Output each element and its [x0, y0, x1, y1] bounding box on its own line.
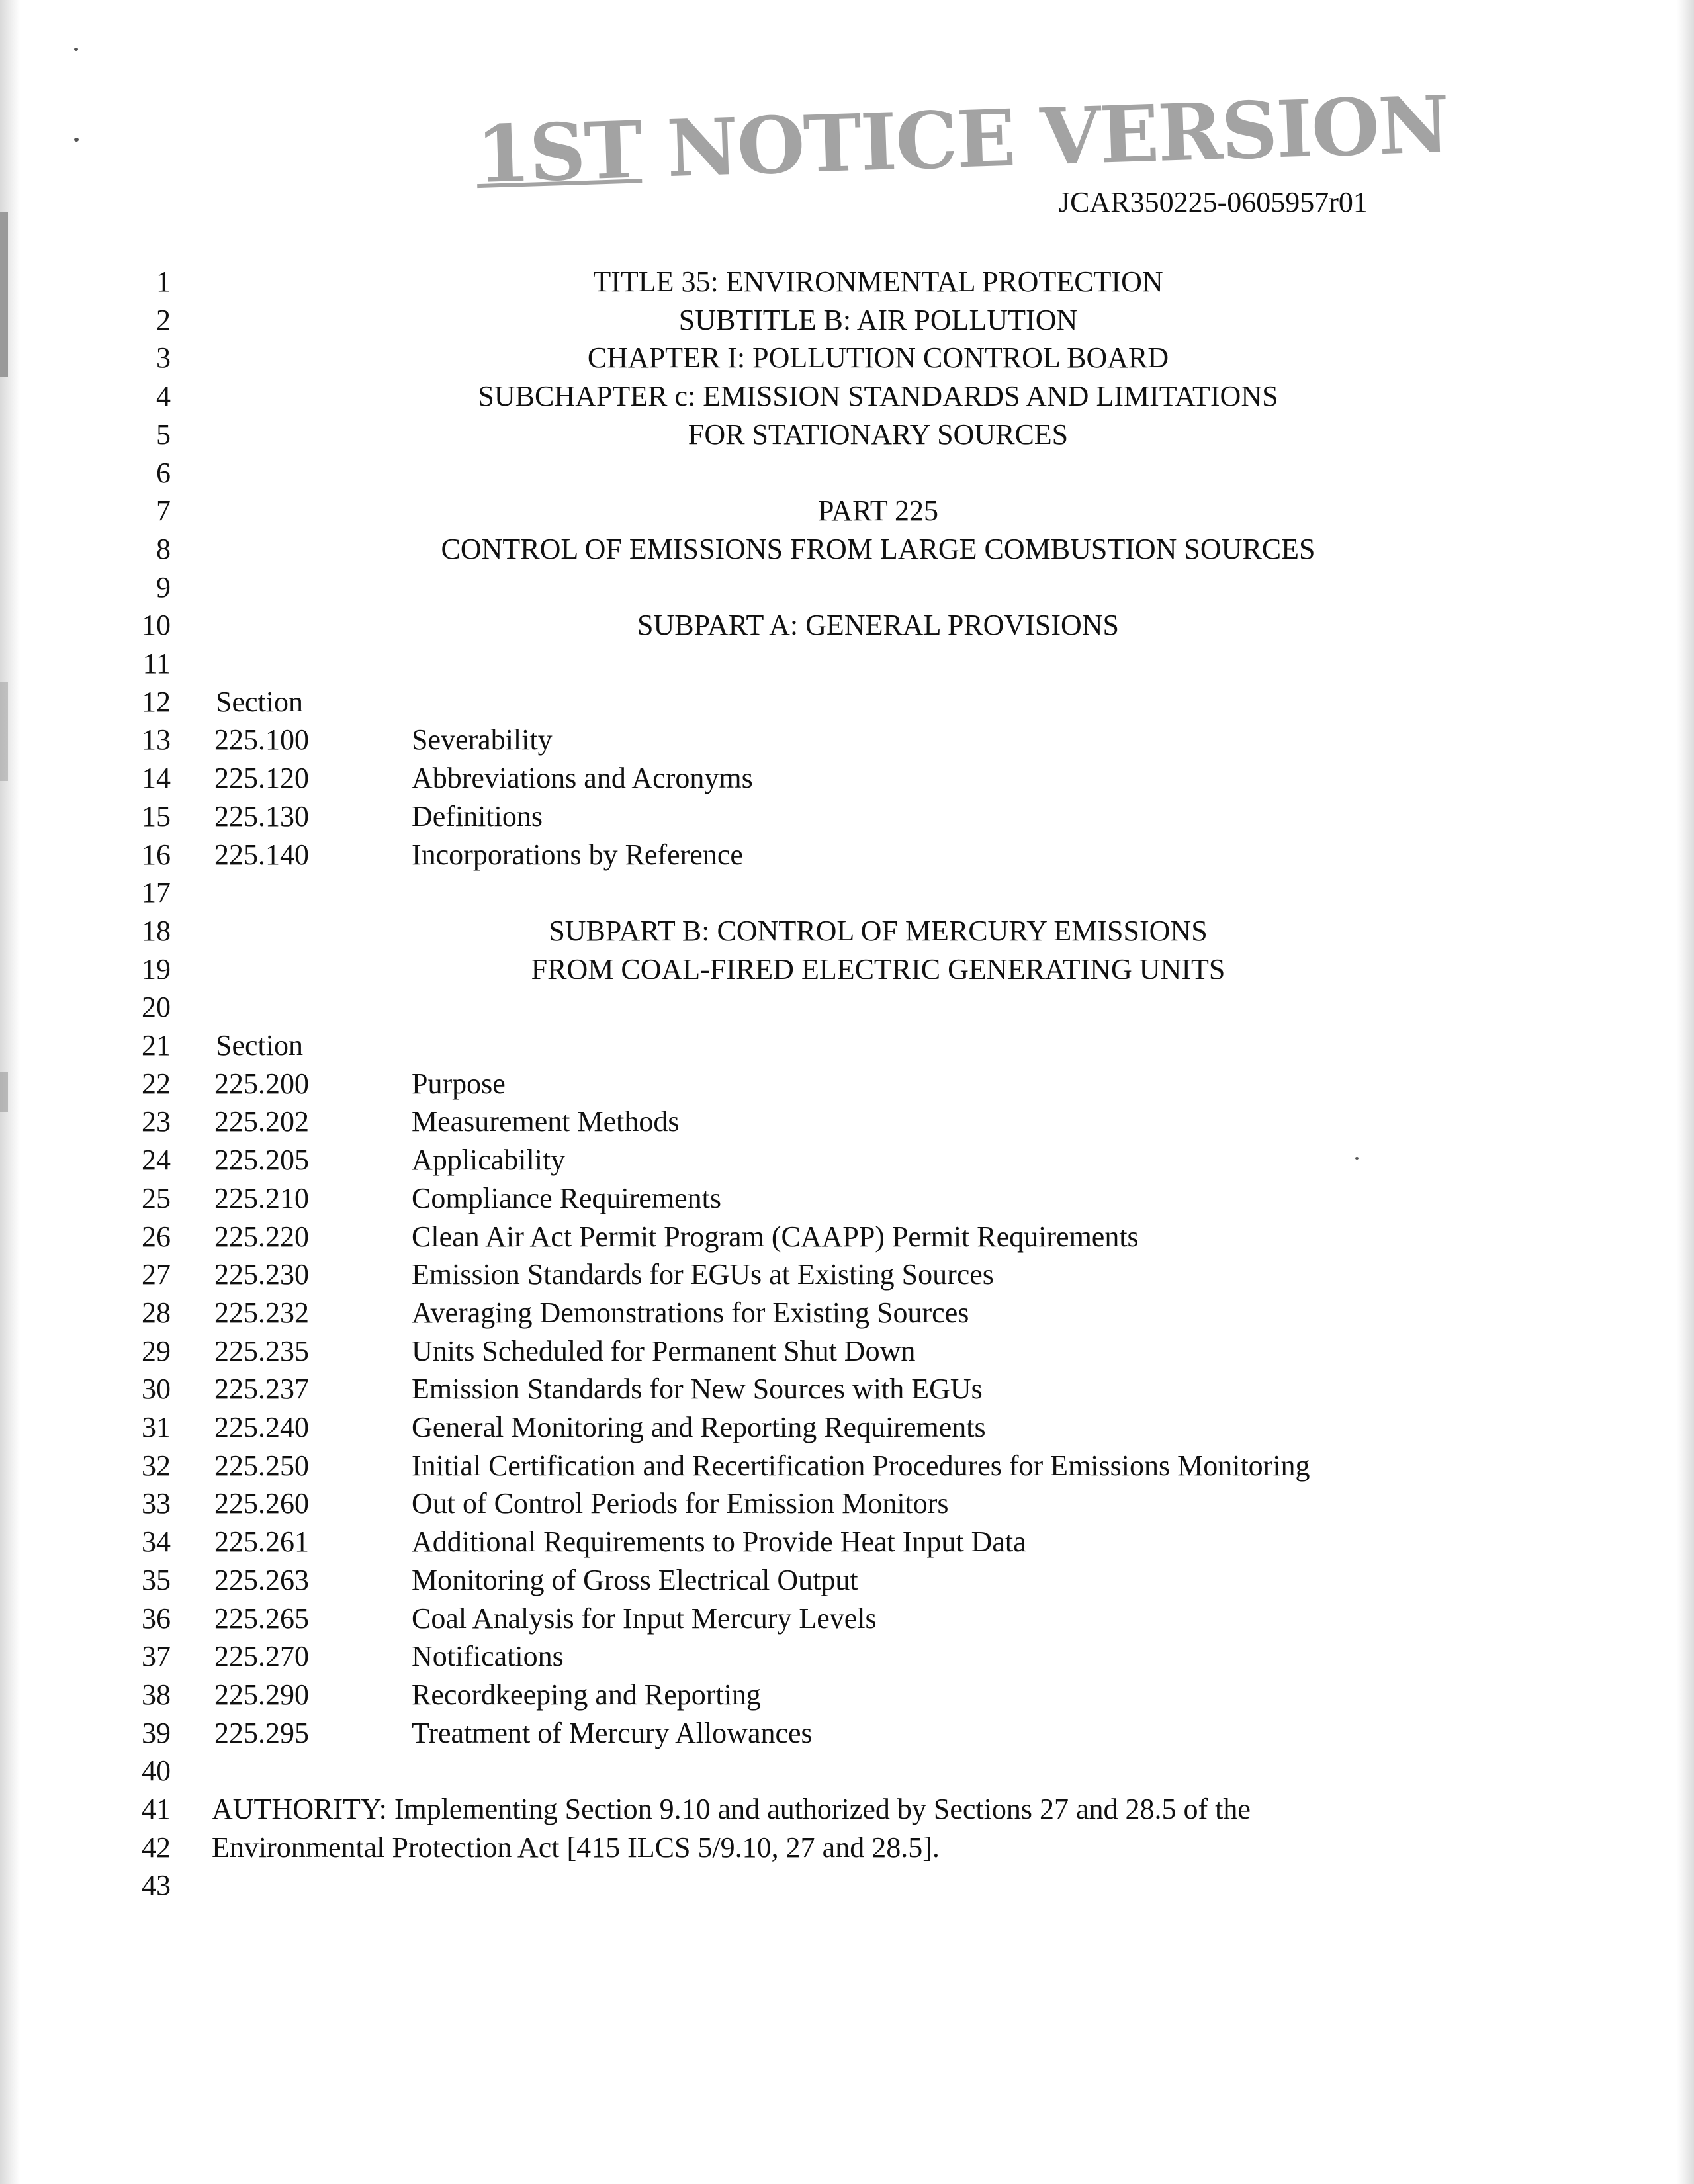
line-number: 38 [142, 1678, 171, 1711]
document-line [0, 1141, 1694, 1179]
line-number: 20 [142, 991, 171, 1023]
heading-text: SUBPART A: GENERAL PROVISIONS [637, 609, 1119, 641]
document-line [0, 416, 1694, 454]
section-title: Averaging Demonstrations for Existing Sources [412, 1297, 969, 1329]
section-number: 225.270 [214, 1640, 309, 1672]
document-line [0, 1714, 1694, 1752]
document-line [0, 721, 1694, 759]
section-number: 225.232 [214, 1297, 309, 1329]
document-line [0, 1408, 1694, 1447]
section-number: 225.261 [214, 1525, 309, 1558]
line-number: 11 [142, 647, 171, 680]
section-number: 225.120 [214, 762, 309, 794]
section-number: 225.140 [214, 839, 309, 871]
line-number: 3 [156, 341, 171, 374]
document-line [0, 1294, 1694, 1332]
line-number: 29 [142, 1335, 171, 1367]
document-line [0, 1026, 1694, 1065]
document-line [0, 1790, 1694, 1829]
document-line [0, 1637, 1694, 1676]
document-line [0, 645, 1694, 683]
document-line [0, 797, 1694, 836]
section-number: 225.237 [214, 1373, 309, 1405]
section-number: 225.230 [214, 1258, 309, 1291]
document-line [0, 301, 1694, 340]
line-number: 15 [142, 800, 171, 833]
section-title: Clean Air Act Permit Program (CAAPP) Permit Requirements [412, 1220, 1139, 1253]
section-title: General Monitoring and Reporting Requirements [412, 1411, 986, 1443]
document-line [0, 263, 1694, 301]
line-number: 35 [142, 1564, 171, 1596]
line-number: 26 [142, 1220, 171, 1253]
section-number: 225.200 [214, 1068, 309, 1100]
line-number: 40 [142, 1754, 171, 1787]
line-number: 36 [142, 1602, 171, 1635]
line-number: 37 [142, 1640, 171, 1672]
document-line [0, 1752, 1694, 1790]
section-title: Emission Standards for EGUs at Existing Sources [412, 1258, 994, 1291]
line-number: 30 [142, 1373, 171, 1405]
section-title: Incorporations by Reference [412, 839, 743, 871]
heading-text: CONTROL OF EMISSIONS FROM LARGE COMBUSTION SOURCES [441, 533, 1315, 565]
document-line [0, 950, 1694, 989]
line-number: 9 [156, 571, 171, 604]
section-title: Compliance Requirements [412, 1182, 721, 1214]
section-title: Purpose [412, 1068, 506, 1100]
document-line [0, 1829, 1694, 1867]
line-number: 31 [142, 1411, 171, 1443]
section-title: Measurement Methods [412, 1105, 680, 1138]
section-number: 225.100 [214, 723, 309, 756]
section-title: Definitions [412, 800, 543, 833]
document-line [0, 1332, 1694, 1371]
line-number: 39 [142, 1717, 171, 1749]
section-number: 225.290 [214, 1678, 309, 1711]
stamp-text: NOTICE VERSION [665, 78, 1450, 195]
line-number: 19 [142, 953, 171, 985]
heading-text: SUBCHAPTER c: EMISSION STANDARDS AND LIMITATIONS [478, 380, 1278, 412]
section-number: 225.235 [214, 1335, 309, 1367]
authority-text: Environmental Protection Act [415 ILCS 5/9.10, 27 and 28.5]. [212, 1831, 940, 1864]
line-number: 23 [142, 1105, 171, 1138]
line-number: 13 [142, 723, 171, 756]
section-column-label: Section [216, 686, 303, 718]
section-number: 225.205 [214, 1144, 309, 1176]
document-line [0, 683, 1694, 721]
heading-text: CHAPTER I: POLLUTION CONTROL BOARD [587, 341, 1169, 374]
document-line [0, 1676, 1694, 1714]
line-number: 27 [142, 1258, 171, 1291]
document-id: JCAR350225-0605957r01 [1059, 186, 1368, 218]
line-number: 25 [142, 1182, 171, 1214]
document-line [0, 1065, 1694, 1103]
section-number: 225.202 [214, 1105, 309, 1138]
heading-text: TITLE 35: ENVIRONMENTAL PROTECTION [593, 265, 1163, 298]
heading-text: FOR STATIONARY SOURCES [688, 418, 1069, 451]
document-line [0, 1255, 1694, 1294]
line-number: 21 [142, 1029, 171, 1062]
section-title: Severability [412, 723, 553, 756]
line-number: 7 [156, 494, 171, 527]
section-title: Initial Certification and Recertification Procedures for Emissions Monitoring [412, 1449, 1310, 1482]
document-line [0, 988, 1694, 1026]
heading-text: FROM COAL-FIRED ELECTRIC GENERATING UNITS [531, 953, 1226, 985]
line-number: 22 [142, 1068, 171, 1100]
document-line [0, 1179, 1694, 1218]
section-column-label: Section [216, 1029, 303, 1062]
line-number: 16 [142, 839, 171, 871]
section-number: 225.240 [214, 1411, 309, 1443]
section-number: 225.250 [214, 1449, 309, 1482]
line-number: 18 [142, 915, 171, 947]
heading-text: SUBPART B: CONTROL OF MERCURY EMISSIONS [549, 915, 1208, 947]
section-number: 225.210 [214, 1182, 309, 1214]
document-line [0, 836, 1694, 874]
section-title: Treatment of Mercury Allowances [412, 1717, 813, 1749]
line-number: 43 [142, 1869, 171, 1901]
document-line [0, 912, 1694, 950]
document-line [0, 1484, 1694, 1523]
line-number: 33 [142, 1487, 171, 1520]
document-line [0, 759, 1694, 797]
section-number: 225.260 [214, 1487, 309, 1520]
section-title: Additional Requirements to Provide Heat Input Data [412, 1525, 1026, 1558]
line-number: 14 [142, 762, 171, 794]
document-line [0, 454, 1694, 492]
section-number: 225.265 [214, 1602, 309, 1635]
document-line [0, 1103, 1694, 1141]
document-line [0, 1866, 1694, 1905]
document-line [0, 530, 1694, 569]
section-number: 225.130 [214, 800, 309, 833]
section-title: Recordkeeping and Reporting [412, 1678, 761, 1711]
line-number: 1 [156, 265, 171, 298]
scan-speck [74, 138, 79, 142]
document-line [0, 606, 1694, 645]
section-number: 225.220 [214, 1220, 309, 1253]
line-number: 12 [142, 686, 171, 718]
section-title: Emission Standards for New Sources with EGUs [412, 1373, 983, 1405]
document-line [0, 1523, 1694, 1561]
line-number: 6 [156, 457, 171, 489]
line-number: 2 [156, 304, 171, 336]
line-number: 24 [142, 1144, 171, 1176]
document-line [0, 1370, 1694, 1408]
document-line [0, 377, 1694, 416]
line-number: 41 [142, 1793, 171, 1825]
line-number: 17 [142, 876, 171, 909]
section-title: Notifications [412, 1640, 564, 1672]
section-title: Coal Analysis for Input Mercury Levels [412, 1602, 877, 1635]
line-number: 4 [156, 380, 171, 412]
section-title: Units Scheduled for Permanent Shut Down [412, 1335, 916, 1367]
section-title: Out of Control Periods for Emission Monitors [412, 1487, 949, 1520]
section-title: Monitoring of Gross Electrical Output [412, 1564, 858, 1596]
section-title: Applicability [412, 1144, 566, 1176]
line-number: 5 [156, 418, 171, 451]
line-number: 8 [156, 533, 171, 565]
line-number: 32 [142, 1449, 171, 1482]
section-title: Abbreviations and Acronyms [412, 762, 753, 794]
document-line [0, 1447, 1694, 1485]
document-line [0, 874, 1694, 912]
document-line [0, 569, 1694, 607]
line-number: 28 [142, 1297, 171, 1329]
stamp-ordinal: 1ST [474, 103, 643, 201]
line-number: 34 [142, 1525, 171, 1558]
heading-text: PART 225 [818, 494, 938, 527]
section-number: 225.295 [214, 1717, 309, 1749]
line-number: 10 [142, 609, 171, 641]
document-line [0, 339, 1694, 377]
heading-text: SUBTITLE B: AIR POLLUTION [678, 304, 1078, 336]
section-number: 225.263 [214, 1564, 309, 1596]
document-line [0, 1218, 1694, 1256]
scan-speck [74, 48, 78, 51]
document-line [0, 492, 1694, 530]
line-number: 42 [142, 1831, 171, 1864]
document-line [0, 1561, 1694, 1600]
document-line [0, 1600, 1694, 1638]
authority-text: AUTHORITY: Implementing Section 9.10 and authorized by Sections 27 and 28.5 of the [212, 1793, 1251, 1825]
